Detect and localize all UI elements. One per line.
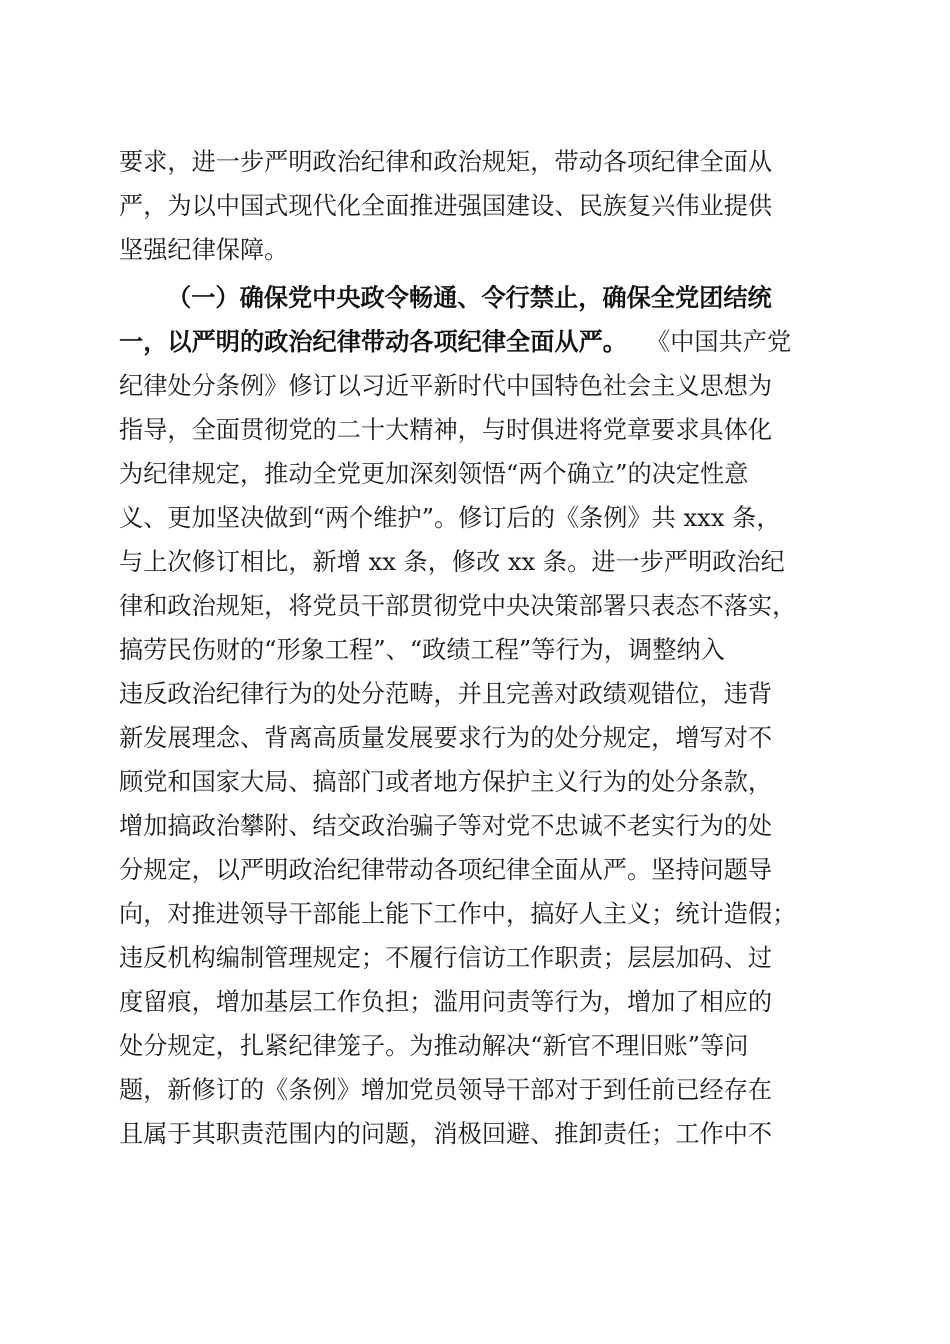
text-line-20: 度留痕，增加基层工作负担；滥用问责等行为，增加了相应的 [119, 988, 773, 1016]
text-line-7: 指导，全面贯彻党的二十大精神，与时俱进将党章要求具体化 [119, 416, 773, 444]
section-heading-line-1: （一）确保党中央政令畅通、令行禁止，确保全党团结统 [167, 284, 772, 312]
text-line-9: 义、更加坚决做到“两个维护”。修订后的《条例》共 xxx 条， [119, 504, 781, 532]
text-line-5-cont: 《中国共产党 [646, 328, 792, 356]
section-heading-line-2: 一，以严明的政治纪律带动各项纪律全面从严。 [119, 328, 627, 356]
text-line-6: 纪律处分条例》修订以习近平新时代中国特色社会主义思想为 [119, 372, 773, 400]
text-line-18: 向，对推进领导干部能上能下工作中，搞好人主义；统计造假； [119, 900, 797, 928]
text-line-23: 且属于其职责范围内的问题，消极回避、推卸责任；工作中不 [119, 1120, 773, 1148]
text-line-3: 坚强纪律保障。 [119, 236, 289, 264]
text-line-8: 为纪律规定，推动全党更加深刻领悟“两个确立”的决定性意 [119, 460, 749, 488]
text-line-11: 律和政治规矩，将党员干部贯彻党中央决策部署只表态不落实， [119, 592, 797, 620]
text-line-2: 严，为以中国式现代化全面推进强国建设、民族复兴伟业提供 [119, 192, 773, 220]
text-line-22: 题，新修订的《条例》增加党员领导干部对于到任前已经存在 [119, 1076, 773, 1104]
text-line-14: 新发展理念、背离高质量发展要求行为的处分规定，增写对不 [119, 724, 773, 752]
text-line-12: 搞劳民伤财的“形象工程”、“政绩工程”等行为，调整纳入 [119, 636, 725, 664]
text-line-16: 增加搞政治攀附、结交政治骗子等对党不忠诚不老实行为的处 [119, 812, 773, 840]
text-line-17: 分规定，以严明政治纪律带动各项纪律全面从严。坚持问题导 [119, 856, 773, 884]
text-line-13: 违反政治纪律行为的处分范畴，并且完善对政绩观错位，违背 [119, 680, 773, 708]
text-line-21: 处分规定，扎紧纪律笼子。为推动解决“新官不理旧账”等问 [119, 1032, 749, 1060]
text-line-19: 违反机构编制管理规定；不履行信访工作职责；层层加码、过 [119, 944, 773, 972]
text-line-1: 要求，进一步严明政治纪律和政治规矩，带动各项纪律全面从 [119, 148, 773, 176]
text-line-10: 与上次修订相比，新增 xx 条，修改 xx 条。进一步严明政治纪 [119, 548, 785, 576]
text-line-15: 顾党和国家大局、搞部门或者地方保护主义行为的处分条款， [119, 768, 773, 796]
